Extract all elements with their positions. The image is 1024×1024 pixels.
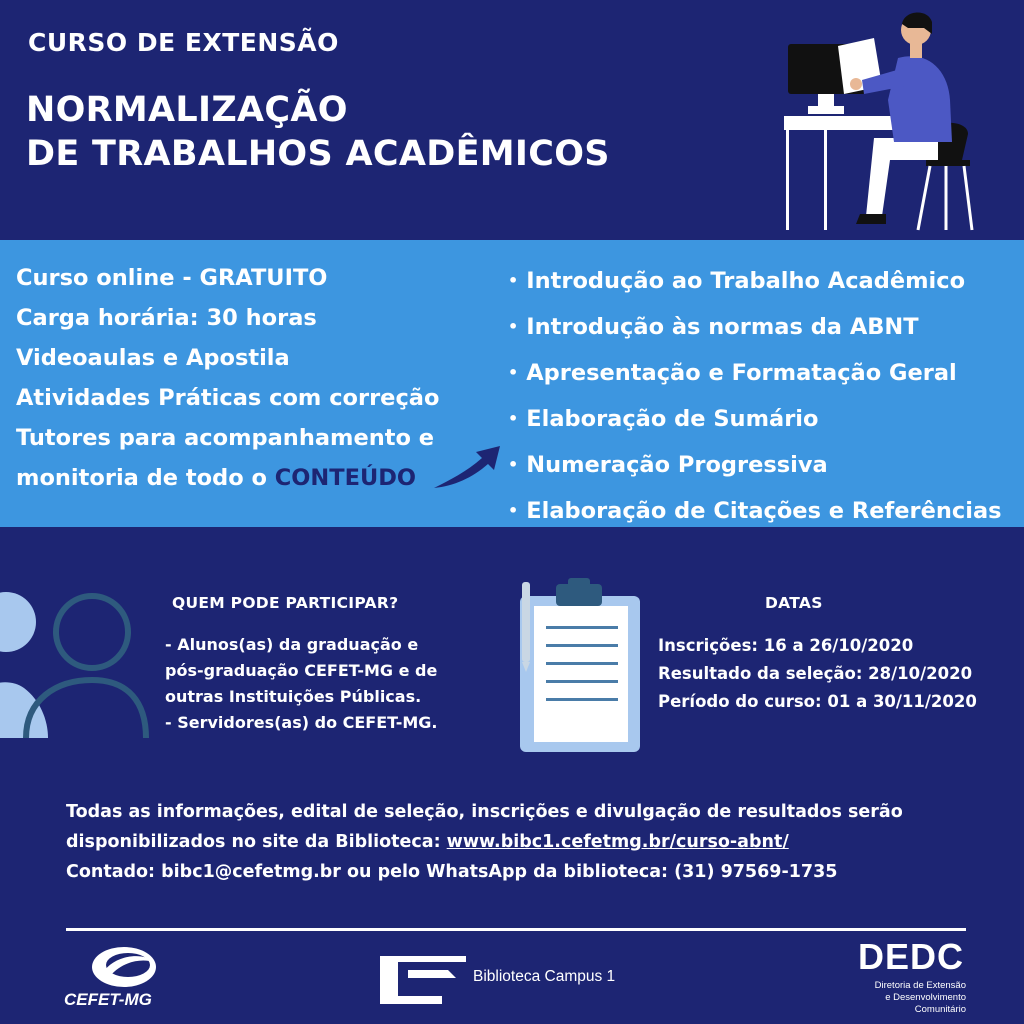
feature-item-last: [16, 458, 439, 498]
info-line-2: [66, 827, 903, 857]
dedc-subtitle-line: Comunitário: [914, 1004, 966, 1015]
feature-item: Curso online - GRATUITO: [16, 265, 328, 291]
who-heading: QUEM PODE PARTICIPAR?: [172, 594, 399, 612]
bullet: •: [508, 363, 519, 382]
bullet: •: [508, 455, 519, 474]
info-block: [66, 797, 903, 887]
bullet: •: [508, 501, 519, 520]
who-line: - Alunos(as) da graduação e: [165, 635, 419, 654]
dedc-subtitle-line: e Desenvolvimento: [885, 992, 966, 1003]
dedc-subtitle: [875, 980, 966, 1016]
topic-text: Elaboração de Sumário: [526, 406, 819, 432]
library-site-link[interactable]: www.bibc1.cefetmg.br/curso-abnt/: [446, 832, 789, 852]
course-type-label: CURSO DE EXTENSÃO: [28, 28, 339, 57]
who-list: [165, 632, 438, 736]
feature-highlight: CONTEÚDO: [274, 465, 417, 491]
topic-item: [508, 258, 1002, 304]
dedc-subtitle-line: Diretoria de Extensão: [874, 980, 966, 991]
library-label: Biblioteca Campus 1: [473, 968, 616, 985]
feature-item: Tutores para acompanhamento e: [16, 425, 435, 451]
topic-text: Apresentação e Formatação Geral: [526, 360, 957, 386]
clipboard-icon: [516, 578, 644, 754]
dates-list: [658, 632, 977, 716]
topic-text: Numeração Progressiva: [526, 452, 828, 478]
topic-item: [508, 304, 1002, 350]
title-line-1: NORMALIZAÇÃO: [26, 90, 348, 130]
who-line: - Servidores(as) do CEFET-MG.: [165, 713, 438, 732]
feature-item: Atividades Práticas com correção: [16, 385, 440, 411]
topic-item: [508, 442, 1002, 488]
topic-text: Elaboração de Citações e Referências: [526, 498, 1002, 524]
topic-item: [508, 396, 1002, 442]
bullet: •: [508, 271, 519, 290]
who-line: outras Instituições Públicas.: [165, 687, 422, 706]
info-line-3: Contado: bibc1@cefetmg.br ou pelo WhatsApp da biblioteca: (31) 97569-1735: [66, 862, 838, 882]
bullet: •: [508, 409, 519, 428]
feature-item: Carga horária: 30 horas: [16, 305, 317, 331]
date-line: Inscrições: 16 a 26/10/2020: [658, 636, 914, 655]
date-line: Resultado da seleção: 28/10/2020: [658, 664, 973, 683]
person-at-computer-illustration: [778, 10, 988, 232]
title-line-2: DE TRABALHOS ACADÊMICOS: [26, 134, 610, 174]
dates-heading: DATAS: [765, 594, 823, 612]
curved-arrow-icon: [430, 440, 504, 492]
topic-item: [508, 488, 1002, 534]
cefet-logo: [88, 944, 160, 990]
date-line: Período do curso: 01 a 30/11/2020: [658, 692, 977, 711]
course-topics: [508, 258, 1002, 534]
who-line: pós-graduação CEFET-MG e de: [165, 661, 438, 680]
library-logo: [378, 950, 470, 1006]
dedc-logo: DEDC: [858, 936, 965, 977]
topic-item: [508, 350, 1002, 396]
topic-text: Introdução ao Trabalho Acadêmico: [526, 268, 966, 294]
bullet: •: [508, 317, 519, 336]
info-line-2-text: disponibilizados no site da Biblioteca:: [66, 832, 447, 852]
feature-item-text: monitoria de todo o: [16, 465, 267, 491]
info-line-1: Todas as informações, edital de seleção, inscrições e divulgação de resultados serão: [66, 802, 903, 822]
cefet-logo-label: CEFET-MG: [64, 990, 152, 1009]
course-features: [16, 258, 439, 498]
page-title: [26, 88, 610, 176]
topic-text: Introdução às normas da ABNT: [526, 314, 919, 340]
footer-divider: [66, 928, 966, 931]
people-icon: [0, 592, 150, 742]
feature-item: Videoaulas e Apostila: [16, 345, 290, 371]
